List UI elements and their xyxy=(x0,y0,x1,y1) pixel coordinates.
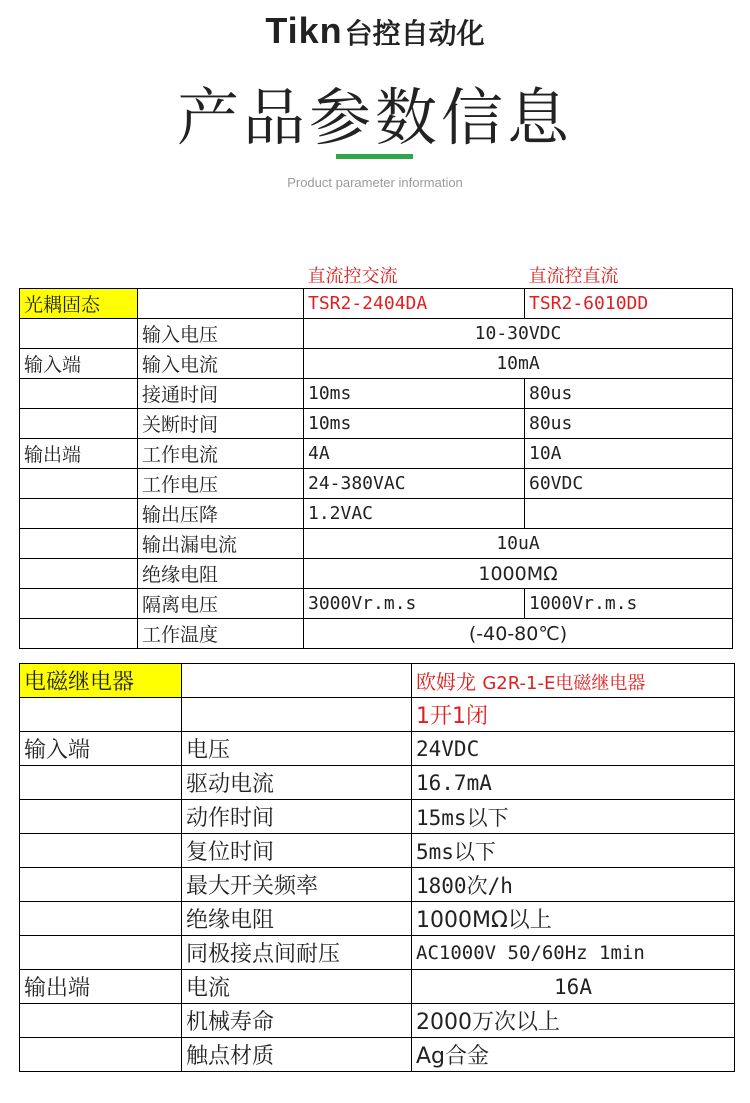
param-label: 同极接点间耐压 xyxy=(182,936,412,970)
param-label: 输出漏电流 xyxy=(138,529,304,559)
table-row xyxy=(20,732,735,766)
param-value: 10ms xyxy=(304,409,525,439)
col-header-dc-dc: 直流控直流 xyxy=(528,266,619,287)
param-value: 4A xyxy=(304,439,525,469)
title-accent-bar xyxy=(336,154,413,159)
param-value: Ag合金 xyxy=(412,1038,735,1072)
ssr-header-row xyxy=(20,262,733,289)
param-label: 动作时间 xyxy=(182,800,412,834)
param-value xyxy=(525,499,733,529)
model-brand: 欧姆龙 xyxy=(416,670,476,694)
section-label: 光耦固态 xyxy=(20,289,138,319)
param-value: 10ms xyxy=(304,379,525,409)
group-label: 输入端 xyxy=(20,349,138,379)
param-label: 接通时间 xyxy=(138,379,304,409)
table-row xyxy=(20,469,733,499)
param-label: 绝缘电阻 xyxy=(182,902,412,936)
brand-name: 台控自动化 xyxy=(344,17,485,50)
table-row xyxy=(20,936,735,970)
param-value: 5ms以下 xyxy=(412,834,735,868)
param-value: 10A xyxy=(525,439,733,469)
param-value: 80us xyxy=(525,409,733,439)
param-value: 1800次/h xyxy=(412,868,735,902)
param-label: 机械寿命 xyxy=(182,1004,412,1038)
table-row xyxy=(20,619,733,649)
model-name: TSR2-6010DD xyxy=(525,289,733,319)
col-header-dc-ac: 直流控交流 xyxy=(307,266,398,287)
param-value: (-40-80℃) xyxy=(304,619,733,649)
param-value: 10-30VDC xyxy=(304,319,733,349)
param-label: 输出压降 xyxy=(138,499,304,529)
group-label: 输出端 xyxy=(20,439,138,469)
table-row xyxy=(20,529,733,559)
brand-header xyxy=(0,10,750,52)
table-row xyxy=(20,349,733,379)
param-value: 2000万次以上 xyxy=(412,1004,735,1038)
param-value: 16.7mA xyxy=(412,766,735,800)
param-label: 电压 xyxy=(182,732,412,766)
param-value: 1000Vr.m.s xyxy=(525,589,733,619)
param-value: 16A xyxy=(412,970,735,1004)
param-label: 工作电压 xyxy=(138,469,304,499)
table-row xyxy=(20,319,733,349)
table-row xyxy=(20,766,735,800)
table-row xyxy=(20,379,733,409)
relay-spec-table xyxy=(19,663,735,1072)
ssr-model-row xyxy=(20,289,733,319)
param-value: 60VDC xyxy=(525,469,733,499)
group-label: 输入端 xyxy=(20,732,182,766)
param-label: 输入电流 xyxy=(138,349,304,379)
table-row xyxy=(20,409,733,439)
param-label: 触点材质 xyxy=(182,1038,412,1072)
param-value: AC1000V 50/60Hz 1min xyxy=(412,936,735,970)
table-row xyxy=(20,868,735,902)
section-label: 电磁继电器 xyxy=(20,664,182,698)
param-label: 驱动电流 xyxy=(182,766,412,800)
param-label: 隔离电压 xyxy=(138,589,304,619)
contact-form: 1开1闭 xyxy=(412,698,735,732)
table-row xyxy=(20,834,735,868)
table-row xyxy=(20,970,735,1004)
model-name xyxy=(412,664,735,698)
model-name-text: G2R-1-E电磁继电器 xyxy=(482,673,646,694)
table-row xyxy=(20,439,733,469)
relay-model-row xyxy=(20,664,735,698)
param-value: 15ms以下 xyxy=(412,800,735,834)
relay-contact-row xyxy=(20,698,735,732)
table-row xyxy=(20,499,733,529)
table-row xyxy=(20,589,733,619)
ssr-spec-table xyxy=(19,262,733,649)
param-label: 工作电流 xyxy=(138,439,304,469)
param-label: 绝缘电阻 xyxy=(138,559,304,589)
param-label: 最大开关频率 xyxy=(182,868,412,902)
table-row xyxy=(20,1004,735,1038)
param-value: 80us xyxy=(525,379,733,409)
param-value: 24-380VAC xyxy=(304,469,525,499)
param-value: 1.2VAC xyxy=(304,499,525,529)
param-value: 10mA xyxy=(304,349,733,379)
table-row xyxy=(20,1038,735,1072)
table-row xyxy=(20,902,735,936)
model-name: TSR2-2404DA xyxy=(304,289,525,319)
page-subtitle: Product parameter information xyxy=(287,175,463,190)
brand-logo: Tikn xyxy=(265,10,343,51)
param-value: 3000Vr.m.s xyxy=(304,589,525,619)
param-label: 复位时间 xyxy=(182,834,412,868)
param-label: 电流 xyxy=(182,970,412,1004)
page-title: 产品参数信息 xyxy=(176,81,573,154)
param-value: 1000MΩ以上 xyxy=(412,902,735,936)
table-row xyxy=(20,800,735,834)
param-value: 24VDC xyxy=(412,732,735,766)
param-label: 关断时间 xyxy=(138,409,304,439)
param-label: 输入电压 xyxy=(138,319,304,349)
param-value: 10uA xyxy=(304,529,733,559)
param-label: 工作温度 xyxy=(138,619,304,649)
group-label: 输出端 xyxy=(20,970,182,1004)
table-row xyxy=(20,559,733,589)
param-value: 1000MΩ xyxy=(304,559,733,589)
